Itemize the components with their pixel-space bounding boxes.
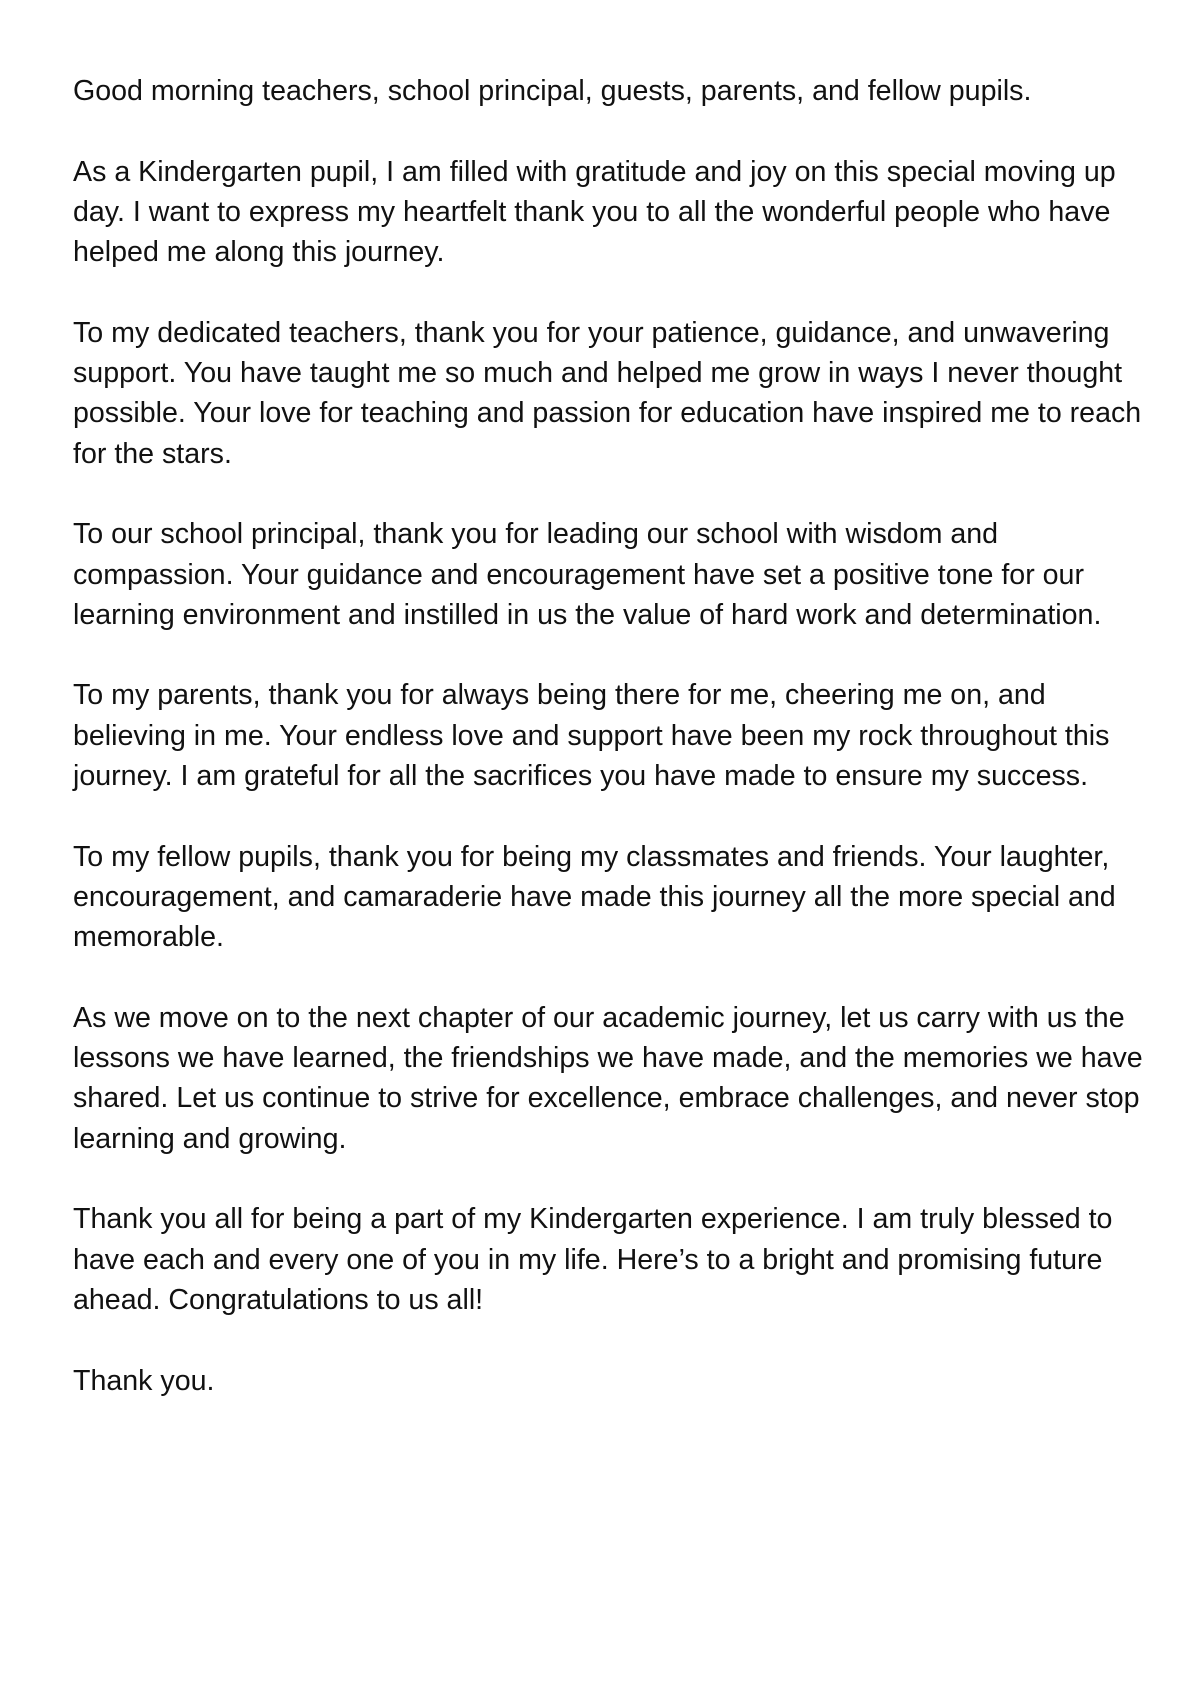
paragraph-thank-you: Thank you. (73, 1364, 215, 1397)
paragraph-fellow-pupils: To my fellow pupils, thank you for being my classmates and friends. Your laughter, encouragement, and camaraderie have made this journey all the more special and memorable. (73, 840, 1116, 954)
paragraph-parents: To my parents, thank you for always being there for me, cheering me on, and believing in me. Your endless love and support have been my rock throughout this journey. I am grateful for all the sacrifices you have made to ensure my success. (73, 679, 1110, 793)
paragraph-teachers: To my dedicated teachers, thank you for your patience, guidance, and unwavering support. You have taught me so much and helped me grow in ways I never thought possible. Your love for teaching and passion for education have inspired me to reach for the stars. (73, 316, 1142, 470)
paragraph-next-chapter: As we move on to the next chapter of our academic journey, let us carry with us the lessons we have learned, the friendships we have made, and the memories we have shared. Let us continue to strive for excellence, embrace challenges, and never stop learning and growing. (73, 1001, 1143, 1155)
paragraph-greeting: Good morning teachers, school principal, guests, parents, and fellow pupils. (73, 75, 1032, 107)
paragraph-closing: Thank you all for being a part of my Kindergarten experience. I am truly blessed to have each and every one of you in my life. Here’s to a bright and promising future ahead. Congratulations to us all! (73, 1203, 1113, 1316)
paragraph-gratitude-intro: As a Kindergarten pupil, I am filled with gratitude and joy on this special moving up day. I want to express my heartfelt thank you to all the wonderful people who have helped me along this journey. (73, 155, 1116, 269)
speech-body (73, 71, 1153, 1441)
paragraph-principal: To our school principal, thank you for leading our school with wisdom and compassion. Your guidance and encouragement have set a positive tone for our learning environment and instilled in us the value of hard work and determination. (73, 518, 1102, 631)
